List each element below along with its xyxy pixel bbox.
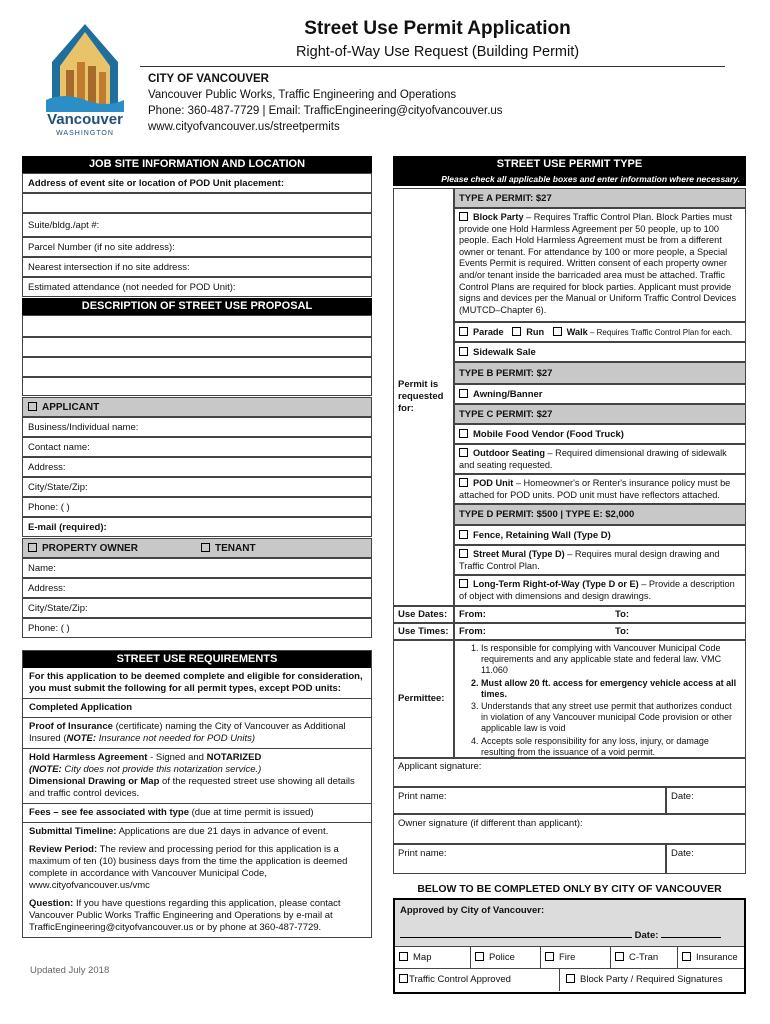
block-party-text: – Requires Traffic Control Plan. Block Parties must provide one Hold Harmless Agreement per 50 people, up to 100 people. Each Hold Harmless Agreement must be from a different owner or tenant. For attendance by 100 or more people, a Special Events Permit is required. Written consent of each property owner and/or tenant inside the barricaded area must be attached. Traffic Control Plans are required for block parties. Applicant must provide signs and devices per the Manual or Uniform Traffic Control Devices (MUTCD–Chapter 6).	[459, 212, 737, 315]
parade-label: Parade	[473, 327, 504, 337]
contact-block	[148, 71, 503, 135]
property-owner-label: PROPERTY OWNER	[42, 543, 138, 554]
owner-phone-field[interactable]	[22, 618, 372, 638]
type-c-header: TYPE C PERMIT: $27	[454, 404, 746, 424]
outdoor-seating-checkbox[interactable]	[459, 448, 468, 457]
owner-heading	[22, 538, 372, 558]
sidewalk-sale-checkbox[interactable]	[459, 347, 468, 356]
attendance-label: Estimated attendance (not needed for POD Unit):	[28, 282, 236, 293]
applicant-address-field[interactable]	[22, 457, 372, 477]
description-heading: DESCRIPTION OF STREET USE PROPOSAL	[22, 298, 372, 315]
owner-print-name-field[interactable]	[393, 844, 666, 874]
org-name: CITY OF VANCOUVER	[148, 73, 269, 85]
contact-label: Contact name:	[28, 442, 90, 453]
awning-label: Awning/Banner	[473, 389, 543, 400]
parcel-label: Parcel Number (if no site address):	[28, 242, 175, 253]
permittee-item-3: 3. Understands that any street use permit that authorizes conduct in violation of any Vancouver municipal Code provision or other applicable law is void	[481, 701, 741, 735]
applicant-signature-label: Applicant signature:	[398, 761, 482, 772]
contact-field[interactable]	[22, 437, 372, 457]
applicant-city-field[interactable]	[22, 477, 372, 497]
permit-requested-cell	[393, 188, 454, 606]
description-line-3[interactable]	[22, 357, 372, 377]
req-hold-harmless: Hold Harmless Agreement - Signed and NOTARIZED (NOTE: City does not provide this notarization service.) Dimensional Drawing or Map of the requested street use showing all details and traffic control devices.	[23, 749, 371, 804]
long-term-option	[454, 575, 746, 606]
permittee-terms	[454, 640, 746, 758]
fence-label: Fence, Retaining Wall (Type D)	[473, 530, 611, 541]
run-label: Run	[526, 327, 545, 337]
police-checkbox[interactable]	[475, 952, 484, 961]
requirements-box	[22, 650, 372, 938]
event-address-label: Address of event site or location of POD Unit placement:	[22, 173, 372, 193]
outdoor-seating-option	[454, 444, 746, 474]
final-checkboxes	[395, 969, 744, 992]
phone-email: Phone: 360-487-7729 | Email: TrafficEngineering@cityofvancouver.us	[148, 105, 503, 117]
applicant-date-field[interactable]	[666, 787, 746, 814]
owner-name-field[interactable]	[22, 558, 372, 578]
owner-name-label: Name:	[28, 563, 56, 574]
use-dates-from-label: From:	[459, 609, 486, 620]
block-party-label: Block Party	[473, 212, 524, 222]
intersection-label: Nearest intersection if no site address:	[28, 262, 190, 273]
suite-field[interactable]	[22, 213, 372, 237]
permittee-item-4: 4. Accepts sole responsibility for any loss, injury, or damage resulting from the issuance of a void permit.	[481, 736, 741, 758]
city-use-box	[393, 898, 746, 994]
approval-line[interactable]	[400, 930, 721, 941]
owner-city-label: City/State/Zip:	[28, 603, 88, 614]
block-party-sig-checkbox[interactable]	[566, 974, 575, 983]
use-times-field[interactable]	[454, 623, 746, 640]
parade-checkbox[interactable]	[459, 327, 468, 336]
street-mural-option	[454, 545, 746, 575]
permittee-cell	[393, 640, 454, 758]
ctran-label: C-Tran	[629, 952, 659, 963]
page-title: Street Use Permit Application	[304, 18, 571, 39]
insurance-label: Insurance	[696, 952, 738, 963]
description-line-4[interactable]	[22, 377, 372, 396]
applicant-email-field[interactable]	[22, 517, 372, 537]
applicant-heading-label: APPLICANT	[42, 402, 100, 413]
city-use-heading: BELOW TO BE COMPLETED ONLY BY CITY OF VANCOUVER	[417, 883, 722, 895]
owner-phone-label: Phone: ( )	[28, 623, 70, 634]
page-subtitle: Right-of-Way Use Request (Building Permit)	[295, 44, 580, 60]
pod-unit-label: POD Unit	[473, 478, 514, 488]
sidewalk-sale-label: Sidewalk Sale	[473, 347, 536, 358]
parcel-field[interactable]	[22, 237, 372, 257]
use-dates-label: Use Dates:	[393, 606, 454, 623]
review-checkboxes	[395, 947, 744, 969]
long-term-text: – Provide a description of object with dimensions and design drawings.	[459, 579, 735, 601]
description-line-1[interactable]	[22, 315, 372, 337]
business-label: Business/Individual name:	[28, 422, 139, 433]
food-truck-label: Mobile Food Vendor (Food Truck)	[473, 429, 624, 440]
walk-checkbox[interactable]	[553, 327, 562, 336]
approved-label: Approved by City of Vancouver:	[400, 905, 545, 916]
long-term-label: Long-Term Right-of-Way (Type D or E)	[473, 579, 639, 589]
applicant-phone-field[interactable]	[22, 497, 372, 517]
use-times-from-label: From:	[459, 626, 486, 637]
owner-print-name-label: Print name:	[398, 848, 447, 859]
event-address-field[interactable]	[22, 193, 372, 213]
type-b-header: TYPE B PERMIT: $27	[454, 362, 746, 384]
req-fees: Fees – see fee associated with type (due at time permit is issued)	[23, 804, 371, 823]
sidewalk-sale-option	[454, 342, 746, 362]
street-mural-checkbox[interactable]	[459, 549, 468, 558]
fire-checkbox[interactable]	[545, 952, 554, 961]
type-a-header: TYPE A PERMIT: $27	[454, 188, 746, 208]
pod-unit-checkbox[interactable]	[459, 478, 468, 487]
applicant-print-name-label: Print name:	[398, 791, 447, 802]
applicant-phone-label: Phone: ( )	[28, 502, 70, 513]
permit-requested-label: Permit is requested for:	[398, 379, 444, 414]
owner-signature-field[interactable]	[393, 814, 746, 844]
use-times-label: Use Times:	[393, 623, 454, 640]
applicant-checkbox[interactable]	[28, 402, 37, 411]
outdoor-seating-label: Outdoor Seating	[473, 448, 545, 458]
awning-checkbox[interactable]	[459, 389, 468, 398]
owner-city-field[interactable]	[22, 598, 372, 618]
food-truck-option	[454, 424, 746, 444]
job-site-heading: JOB SITE INFORMATION AND LOCATION	[22, 156, 372, 173]
req-completed: Completed Application	[23, 699, 371, 718]
approval-section	[395, 900, 744, 947]
updated-date: Updated July 2018	[30, 965, 110, 976]
applicant-city-label: City/State/Zip:	[28, 482, 88, 493]
permittee-item-1: 1. Is responsible for complying with Vancouver Municipal Code requirements and any applicable state and federal law. VMC 11.060	[481, 643, 741, 677]
police-label: Police	[489, 952, 515, 963]
applicant-heading	[22, 397, 372, 417]
permit-instructions: Please check all applicable boxes and enter information where necessary.	[393, 173, 746, 186]
block-party-sig-label: Block Party / Required Signatures	[580, 974, 723, 985]
owner-date-label: Date:	[671, 848, 694, 859]
owner-date-field[interactable]	[666, 844, 746, 874]
approval-date-label: Date:	[634, 930, 659, 941]
property-owner-checkbox[interactable]	[28, 543, 37, 552]
intersection-field[interactable]	[22, 257, 372, 277]
fire-label: Fire	[559, 952, 576, 963]
food-truck-checkbox[interactable]	[459, 429, 468, 438]
ctran-checkbox[interactable]	[615, 952, 624, 961]
owner-address-label: Address:	[28, 583, 66, 594]
fence-checkbox[interactable]	[459, 530, 468, 539]
website: www.cityofvancouver.us/streetpermits	[148, 121, 340, 133]
city-logo	[42, 22, 128, 138]
tenant-checkbox[interactable]	[201, 543, 210, 552]
description-line-2[interactable]	[22, 337, 372, 357]
street-mural-label: Street Mural (Type D)	[473, 549, 565, 559]
permittee-label: Permittee:	[398, 693, 445, 704]
owner-signature-label: Owner signature (if different than applicant):	[398, 818, 583, 829]
use-times-to-label: To:	[615, 626, 630, 637]
logo-text: Vancouver	[47, 111, 123, 128]
insurance-checkbox[interactable]	[682, 952, 691, 961]
suite-label: Suite/bldg./apt #:	[28, 220, 100, 231]
req-insurance: Proof of Insurance (certificate) naming the City of Vancouver as Additional Insured (NOTE: Insurance not needed for POD Units)	[23, 718, 371, 749]
requirements-intro: For this application to be deemed complete and eligible for consideration, you must submit the following for all permit types, except POD units:	[23, 668, 371, 699]
traffic-control-label: Traffic Control Approved	[409, 974, 511, 985]
business-field[interactable]	[22, 417, 372, 437]
owner-address-field[interactable]	[22, 578, 372, 598]
use-dates-to-label: To:	[615, 609, 630, 620]
req-timeline: Submittal Timeline: Applications are due 21 days in advance of event. Review Period: The review and processing period for this application is a maximum of ten (10) business days from the time the application is deemed complete in accordance with Vancouver Municipal Code, www.cityofvancouver.us/vmc Question: If you have questions regarding this application, please contact Vancouver Public Works Traffic Engineering and Operations by e-mail at TrafficEngineering@cityofvancouver.us or by phone at 360-487-7729.	[29, 826, 348, 933]
fence-option	[454, 525, 746, 545]
pod-unit-option	[454, 474, 746, 504]
block-party-checkbox[interactable]	[459, 212, 468, 221]
long-term-checkbox[interactable]	[459, 579, 468, 588]
permit-type-heading: STREET USE PERMIT TYPE	[393, 156, 746, 173]
run-checkbox[interactable]	[512, 327, 521, 336]
map-label: Map	[413, 952, 432, 963]
requirements-heading: STREET USE REQUIREMENTS	[23, 651, 371, 668]
tenant-label: TENANT	[215, 543, 256, 554]
map-checkbox[interactable]	[399, 952, 408, 961]
block-party-option	[454, 208, 746, 322]
applicant-date-label: Date:	[671, 791, 694, 802]
parade-run-walk-option	[454, 322, 746, 342]
header-rule	[140, 66, 725, 67]
permittee-item-2: 2. Must allow 20 ft. access for emergency vehicle access at all times.	[481, 678, 741, 700]
applicant-email-label: E-mail (required):	[28, 522, 107, 533]
applicant-print-name-field[interactable]	[393, 787, 666, 814]
use-dates-field[interactable]	[454, 606, 746, 623]
awning-option	[454, 384, 746, 404]
applicant-signature-field[interactable]	[393, 758, 746, 787]
pod-unit-text: – Homeowner's or Renter's insurance policy must be attached for POD units. POD unit must have reflectors attached.	[459, 478, 731, 500]
street-mural-text: – Requires mural design drawing and Traffic Control Plan.	[459, 549, 720, 571]
walk-note: – Requires Traffic Control Plan for each.	[587, 328, 733, 337]
attendance-field[interactable]	[22, 277, 372, 297]
applicant-address-label: Address:	[28, 462, 66, 473]
outdoor-seating-text: – Required dimensional drawing of sidewalk and seating requested.	[459, 448, 727, 470]
type-de-header: TYPE D PERMIT: $500 | TYPE E: $2,000	[454, 504, 746, 525]
traffic-control-checkbox[interactable]	[399, 974, 408, 983]
dept-name: Vancouver Public Works, Traffic Engineering and Operations	[148, 89, 457, 101]
logo-sub: WASHINGTON	[56, 130, 114, 137]
walk-label: Walk	[566, 327, 588, 337]
